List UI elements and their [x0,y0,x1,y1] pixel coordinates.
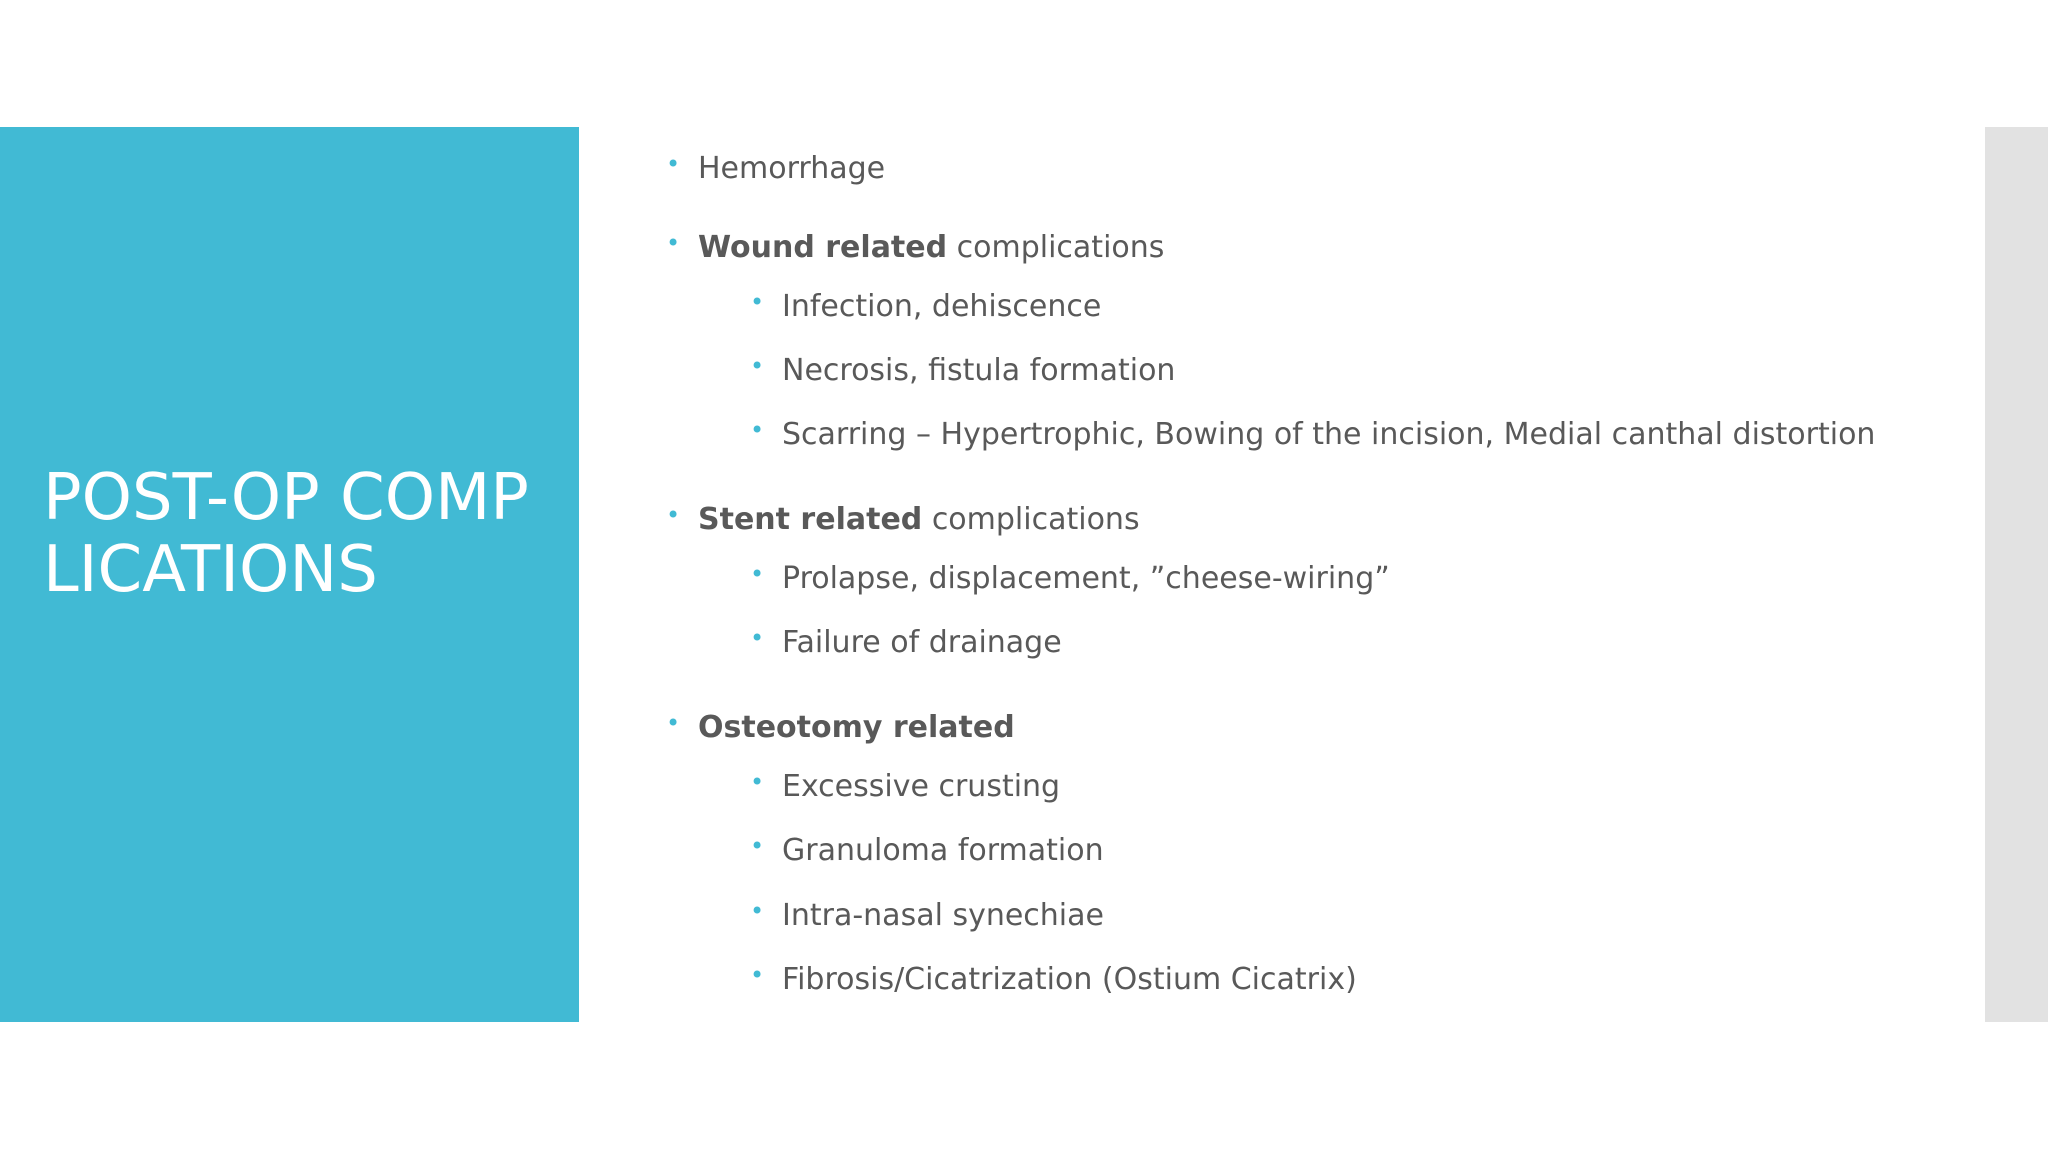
list-item [750,832,1104,870]
list-item [750,288,1102,326]
list-item [750,560,1390,598]
list-item-text: Hemorrhage [698,151,886,186]
list-item-bold-text: Osteotomy related [698,710,1015,745]
list-item [666,150,886,188]
bullet-icon: • [666,501,681,529]
bullet-icon: • [666,229,681,257]
list-item [750,352,1176,390]
list-item-text: complications [947,230,1165,265]
bullet-icon: • [750,832,765,860]
list-item [666,229,1165,267]
bullet-icon: • [750,352,765,380]
bullet-icon: • [750,288,765,316]
list-item-text: Excessive crusting [782,769,1061,804]
list-item-bold-text: Stent related [698,502,923,537]
list-item-text: Granuloma formation [782,833,1104,868]
bullet-icon: • [750,416,765,444]
list-item-text: Infection, dehiscence [782,289,1102,324]
list-item-text: Scarring – Hypertrophic, Bowing of the incision, Medial canthal distortion [782,417,1876,452]
bullet-icon: • [666,150,681,178]
bullet-icon: • [750,768,765,796]
bullet-icon: • [750,961,765,989]
list-item [750,768,1061,806]
list-item-text: Failure of drainage [782,625,1062,660]
list-item [750,416,1876,454]
slide-title: POST-OP COMPLICATIONS [43,461,529,607]
list-item [750,897,1104,935]
list-item [666,709,1015,747]
bullet-icon: • [750,624,765,652]
list-item-text: complications [922,502,1140,537]
list-item [750,961,1357,999]
bullet-icon: • [750,560,765,588]
list-item [666,501,1140,539]
list-item-text: Necrosis, fistula formation [782,353,1176,388]
list-item-bold-text: Wound related [698,230,948,265]
bullet-icon: • [750,897,765,925]
list-item-text: Fibrosis/Cicatrization (Ostium Cicatrix) [782,962,1357,997]
list-item-text: Intra-nasal synechiae [782,898,1104,933]
bullet-icon: • [666,709,681,737]
list-item-text: Prolapse, displacement, ”cheese-wiring” [782,561,1390,596]
list-item [750,624,1062,662]
